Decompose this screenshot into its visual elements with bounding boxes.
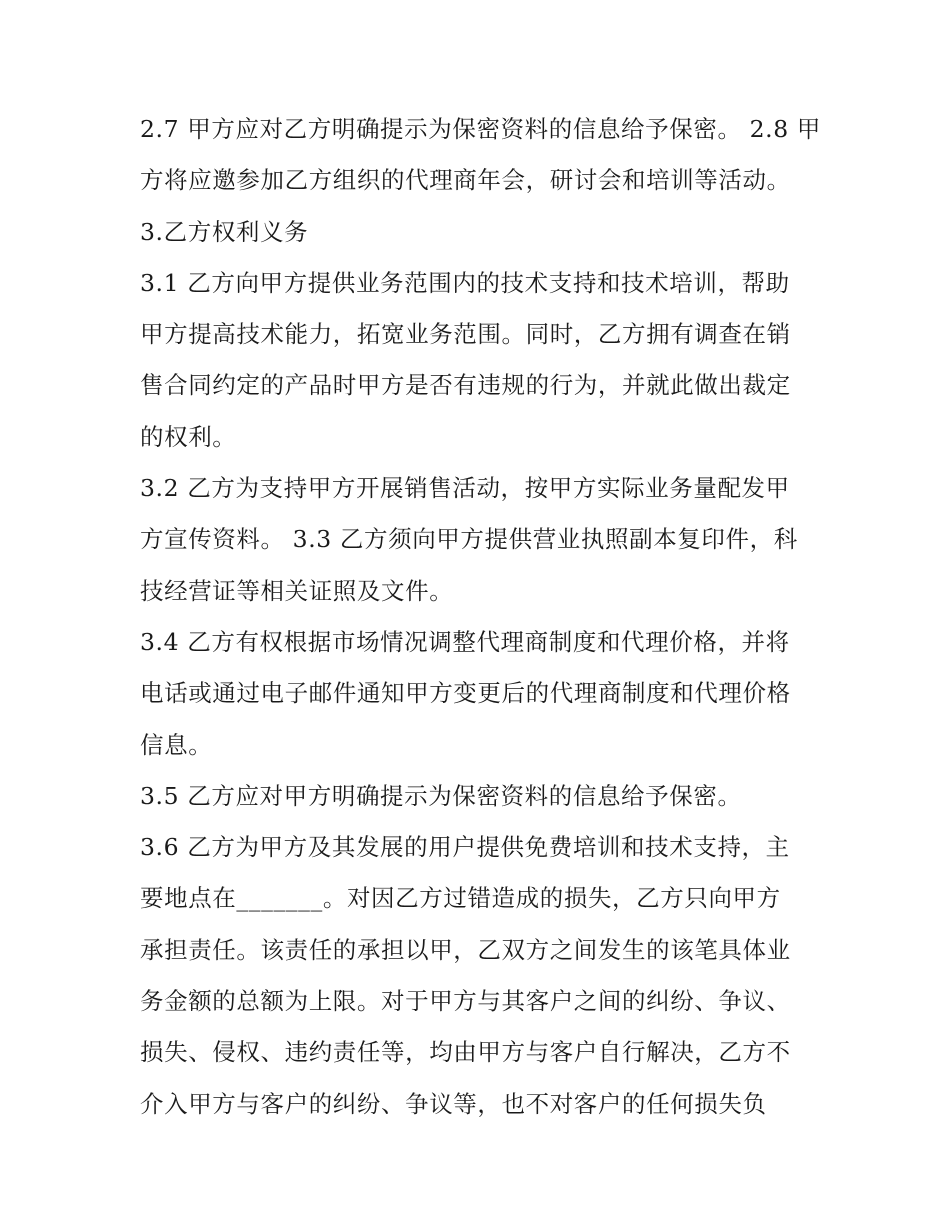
text-line: 3.2 乙方为支持甲方开展销售活动，按甲方实际业务量配发甲 — [140, 474, 790, 503]
text-line: 信息。 — [140, 730, 213, 759]
text-line: 电话或通过电子邮件通知甲方变更后的代理商制度和代理价格 — [140, 679, 791, 708]
text-line: 务金额的总额为上限。对于甲方与其客户之间的纠纷、争议、 — [140, 987, 791, 1016]
text-line: 甲方提高技术能力，拓宽业务范围。同时，乙方拥有调查在销 — [140, 320, 791, 349]
text-line: 2.7 甲方应对乙方明确提示为保密资料的信息给予保密。 2.8 甲 — [140, 115, 821, 143]
text-line: 售合同约定的产品时甲方是否有违规的行为，并就此做出裁定 — [140, 371, 791, 400]
section-heading: 3.乙方权利义务 — [140, 217, 309, 246]
text-line: 3.5 乙方应对甲方明确提示为保密资料的信息给予保密。 — [140, 781, 742, 810]
text-line: 的权利。 — [140, 422, 237, 451]
text-line: 方将应邀参加乙方组织的代理商年会，研讨会和培训等活动。 — [140, 166, 791, 195]
text-line: 方宣传资料。 3.3 乙方须向甲方提供营业执照副本复印件，科 — [140, 525, 798, 554]
text-line: 承担责任。该责任的承担以甲，乙双方之间发生的该笔具体业 — [140, 935, 791, 964]
document-body — [140, 104, 820, 1130]
text-line: 介入甲方与客户的纠纷、争议等，也不对客户的任何损失负 — [140, 1089, 767, 1118]
text-line: 损失、侵权、违约责任等，均由甲方与客户自行解决，乙方不 — [140, 1038, 791, 1067]
text-line: 3.4 乙方有权根据市场情况调整代理商制度和代理价格，并将 — [140, 627, 790, 656]
text-line: 技经营证等相关证照及文件。 — [140, 576, 454, 605]
text-line: 3.1 乙方向甲方提供业务范围内的技术支持和技术培训，帮助 — [140, 268, 790, 297]
text-line: 3.6 乙方为甲方及其发展的用户提供免费培训和技术支持，主 — [140, 833, 790, 862]
text-line: 要地点在_______。对因乙方过错造成的损失，乙方只向甲方 — [140, 884, 781, 913]
